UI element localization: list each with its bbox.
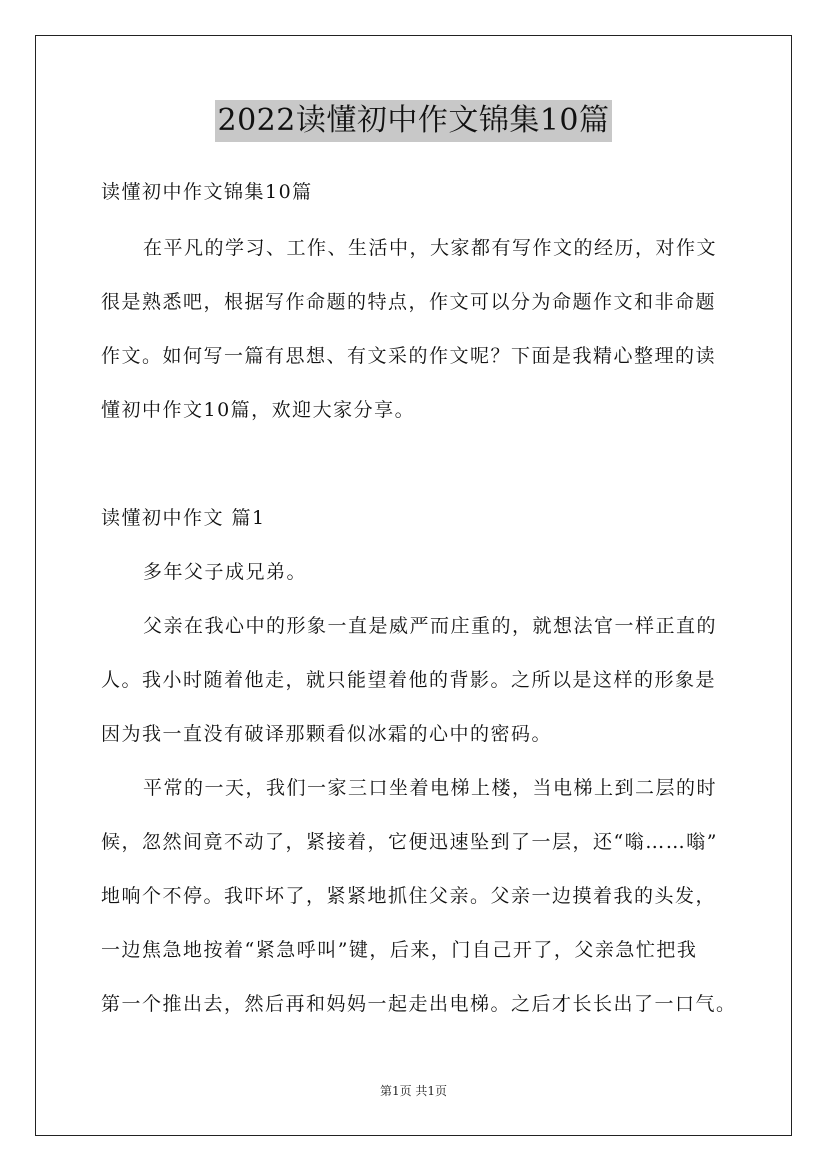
body-line-3: 人。我小时随着他走，就只能望着他的背影。之所以是这样的形象是: [101, 669, 717, 691]
document-subtitle: 读懂初中作文锦集10篇: [101, 181, 313, 203]
body-line-5: 平常的一天，我们一家三口坐着电梯上楼，当电梯上到二层的时: [143, 777, 718, 799]
intro-line-1: 在平凡的学习、工作、生活中，大家都有写作文的经历，对作文: [143, 237, 718, 259]
document-title: 2022读懂初中作文锦集10篇: [215, 100, 611, 142]
intro-line-4: 懂初中作文10篇，欢迎大家分享。: [101, 399, 416, 421]
intro-line-2: 很是熟悉吧，根据写作命题的特点，作文可以分为命题作文和非命题: [101, 291, 717, 313]
page-footer: 第1页 共1页: [379, 1084, 448, 1098]
body-line-6: 候，忽然间竟不动了，紧接着，它便迅速坠到了一层，还“嗡……嗡”: [101, 831, 718, 853]
body-line-4: 因为我一直没有破译那颗看似冰霜的心中的密码。: [101, 723, 553, 745]
title-container: [0, 100, 827, 142]
section-heading: 读懂初中作文 篇1: [101, 507, 266, 529]
body-line-2: 父亲在我心中的形象一直是威严而庄重的，就想法官一样正直的: [143, 615, 718, 637]
body-line-8: 一边焦急地按着“紧急呼叫”键，后来，门自己开了，父亲急忙把我: [101, 939, 698, 961]
body-line-7: 地响个不停。我吓坏了，紧紧地抓住父亲。父亲一边摸着我的头发，: [101, 885, 717, 907]
intro-line-3: 作文。如何写一篇有思想、有文采的作文呢？下面是我精心整理的读: [101, 345, 717, 367]
body-line-1: 多年父子成兄弟。: [143, 561, 308, 583]
body-line-9: 第一个推出去，然后再和妈妈一起走出电梯。之后才长长出了一口气。: [101, 993, 737, 1015]
